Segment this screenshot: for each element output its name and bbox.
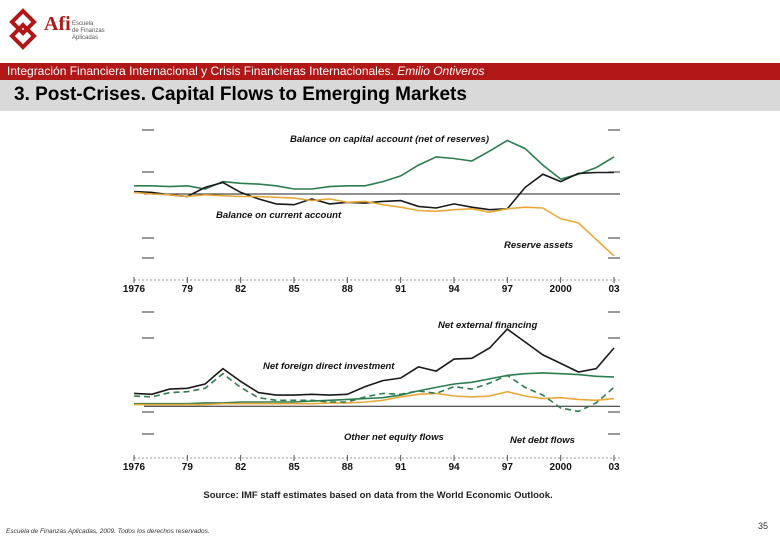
- course-banner: [0, 63, 780, 80]
- chart-panel-bottom: [123, 312, 620, 473]
- x-tick-label: 97: [501, 462, 513, 473]
- x-tick-label: 85: [288, 284, 300, 295]
- series-label: Net debt flows: [510, 435, 575, 446]
- series-label: Reserve assets: [504, 240, 574, 251]
- slide-title: 3. Post-Crises. Capital Flows to Emerging Markets: [14, 84, 467, 105]
- series-line: [134, 374, 614, 412]
- x-tick-label: 88: [341, 284, 353, 295]
- logo-sub-line: de Finanzas: [72, 28, 105, 34]
- x-tick-label: 03: [608, 284, 620, 295]
- logo-sub-line: Aplicadas: [72, 35, 99, 41]
- x-tick-label: 1976: [122, 284, 146, 295]
- series-label: Net external financing: [438, 320, 538, 331]
- afi-knot-icon: [6, 7, 40, 51]
- x-tick-label: 82: [235, 284, 247, 295]
- capital-flows-figure: [120, 120, 640, 504]
- course-author: Emilio Ontiveros: [397, 64, 485, 78]
- x-tick-label: 94: [448, 462, 460, 473]
- afi-logo-subtitle: [72, 21, 105, 42]
- x-tick-label: 79: [181, 462, 193, 473]
- afi-logo: [4, 5, 124, 55]
- series-label: Net foreign direct investment: [263, 361, 395, 372]
- x-tick-label: 03: [608, 462, 620, 473]
- x-tick-label: 88: [341, 462, 353, 473]
- series-line: [134, 173, 614, 210]
- logo-sub-line: Escuela: [72, 21, 94, 27]
- chart-panel-top: [123, 130, 620, 295]
- x-tick-label: 91: [395, 462, 407, 473]
- x-tick-label: 1976: [122, 462, 146, 473]
- x-tick-label: 79: [181, 284, 193, 295]
- x-tick-label: 82: [235, 462, 247, 473]
- figure-source: Source: IMF staff estimates based on data from the World Economic Outlook.: [203, 490, 553, 501]
- x-tick-label: 2000: [549, 284, 572, 295]
- x-tick-label: 91: [395, 284, 407, 295]
- series-label: Balance on capital account (net of reserves): [290, 134, 490, 145]
- series-label: Balance on current account: [216, 210, 342, 221]
- x-tick-label: 97: [501, 284, 513, 295]
- x-tick-label: 85: [288, 462, 300, 473]
- footer-copyright: Escuela de Finanzas Aplicadas, 2009. Todos los derechos reservados.: [6, 528, 210, 535]
- series-line: [134, 140, 614, 189]
- slide-title-bar: [0, 80, 780, 111]
- course-title: Integración Financiera Internacional y Crisis Financieras Internacionales.: [7, 64, 398, 78]
- afi-logo-text: Afi: [44, 13, 71, 35]
- x-tick-label: 2000: [549, 462, 572, 473]
- series-label: Other net equity flows: [344, 432, 444, 443]
- x-tick-label: 94: [448, 284, 460, 295]
- page-number: 35: [757, 521, 768, 531]
